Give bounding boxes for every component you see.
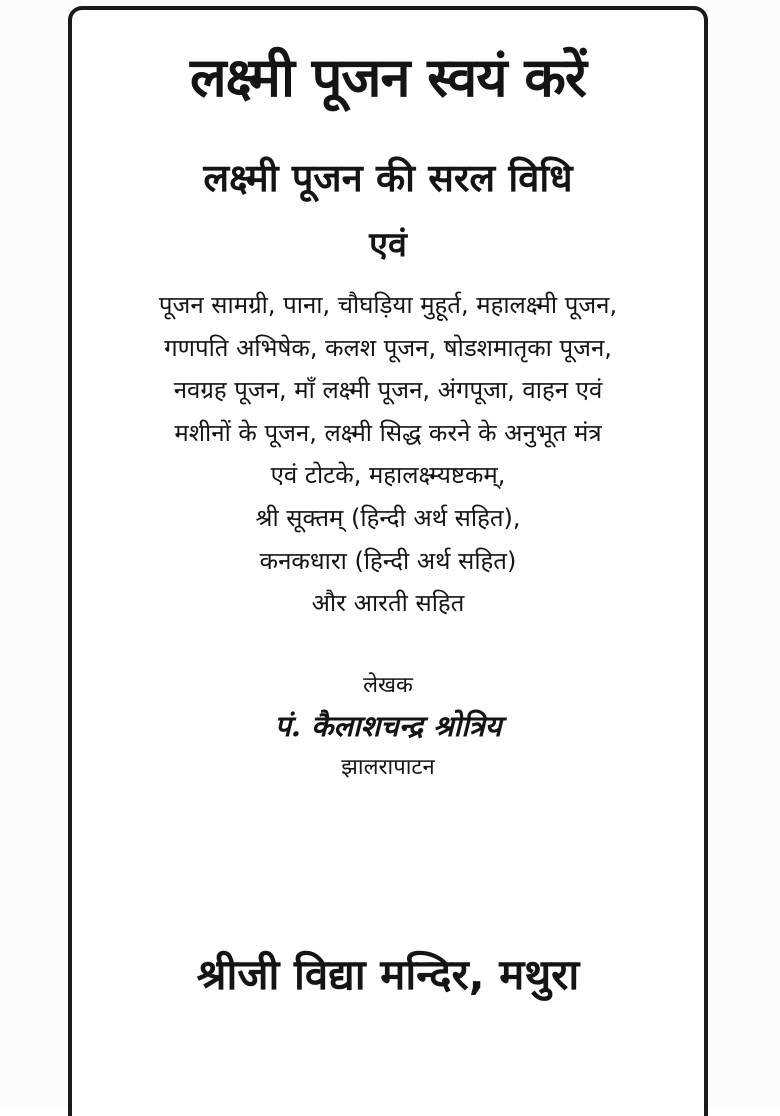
contents-line: कनकधारा (हिन्दी अर्थ सहित) <box>259 546 517 575</box>
author-name: पं. कैलाशचन्द्र श्रोत्रिय <box>274 709 502 743</box>
contents-line: एवं टोटके, महालक्ष्म्यष्टकम्, <box>270 461 506 490</box>
contents-line: गणपति अभिषेक, कलश पूजन, षोडशमातृका पूजन, <box>164 333 612 362</box>
contents-line: पूजन सामग्री, पाना, चौघड़िया मुहूर्त, महालक्ष्मी पूजन, <box>158 291 618 319</box>
contents-line: श्री सूक्तम् (हिन्दी अर्थ सहित), <box>255 503 521 532</box>
connector-text: एवं <box>369 225 407 265</box>
author-label: लेखक <box>363 673 413 698</box>
book-subtitle: लक्ष्मी पूजन की सरल विधि <box>203 156 573 200</box>
publisher-name: श्रीजी विद्या मन्दिर, मथुरा <box>196 950 580 999</box>
author-place: झालरापाटन <box>341 755 435 780</box>
contents-line: नवग्रह पूजन, माँ लक्ष्मी पूजन, अंगपूजा, वाहन एवं <box>173 376 603 405</box>
contents-list <box>72 284 704 625</box>
contents-line: और आरती सहित <box>311 589 465 618</box>
book-title: लक्ष्मी पूजन स्वयं करें <box>190 46 586 109</box>
contents-line: मशीनों के पूजन, लक्ष्मी सिद्ध करने के अनुभूत मंत्र <box>174 418 602 447</box>
